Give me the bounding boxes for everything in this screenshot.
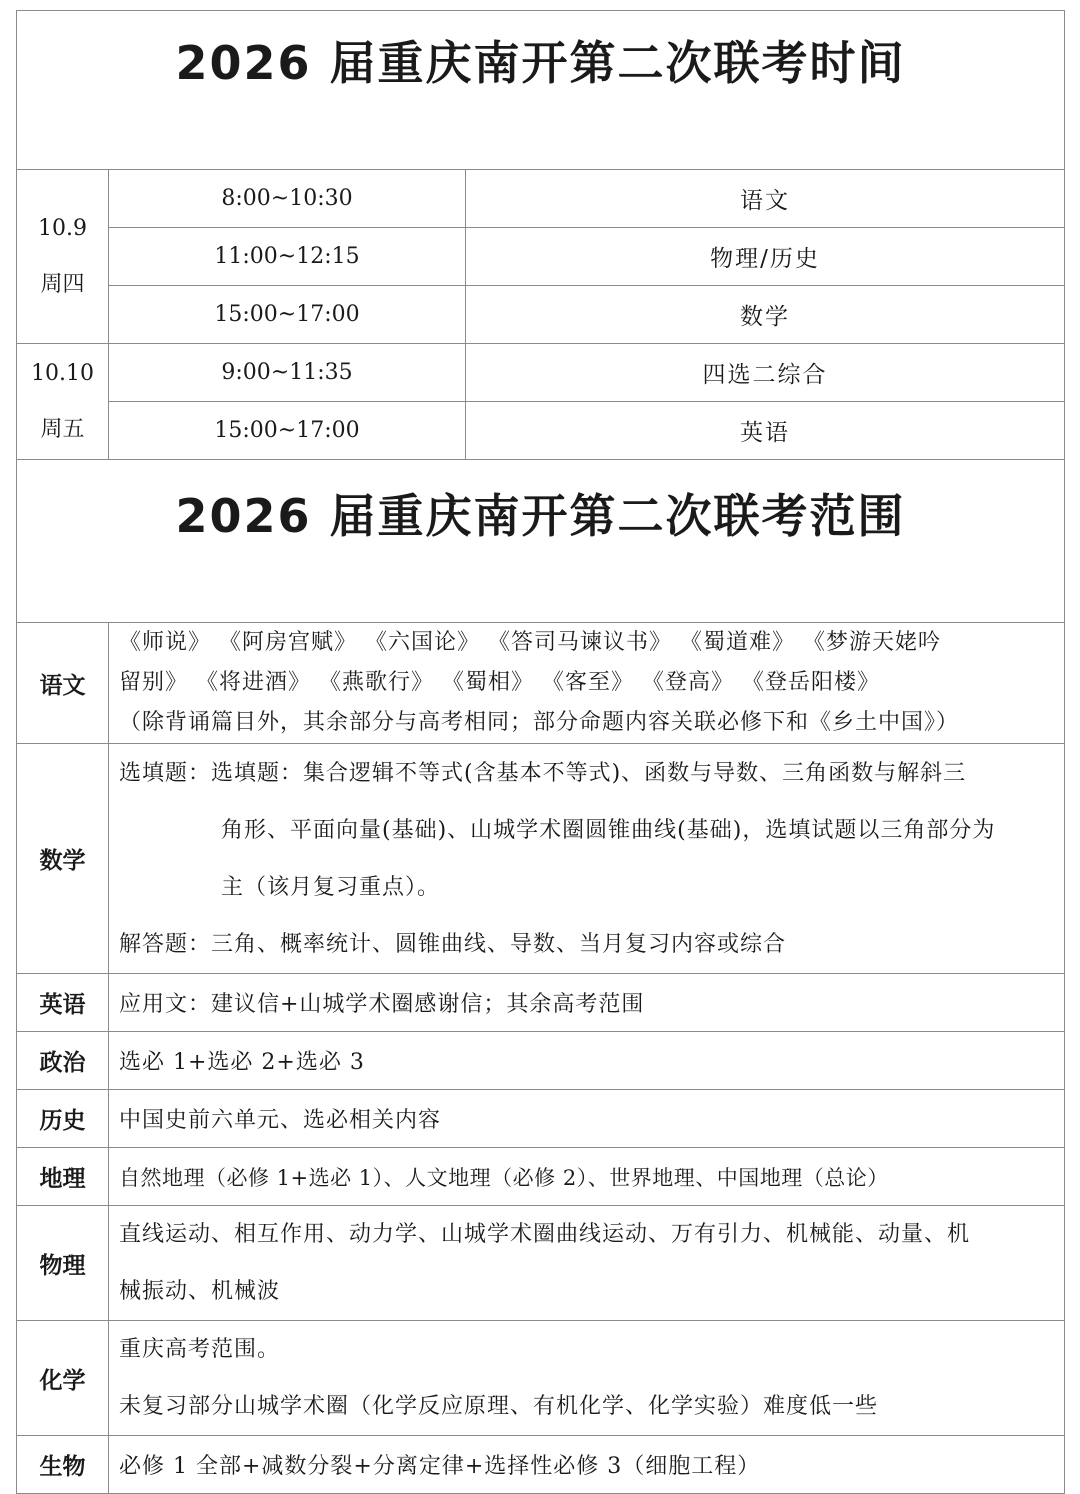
scope-content [109,1148,1065,1206]
scope-row-chinese [17,623,1065,744]
scope-line: 选填题：选填题：集合逻辑不等式(含基本不等式)、函数与导数、三角函数与解斜三 [119,760,967,786]
time-cell: 8:00~10:30 [109,170,466,228]
exam-document [16,10,1064,1494]
scope-row-history [17,1090,1065,1148]
scope-content [109,1032,1065,1090]
date-cell [17,170,109,344]
scope-line: 自然地理（必修 1+选必 1）、人文地理（必修 2）、世界地理、中国地理（总论） [119,1165,889,1190]
subject-label: 政治 [17,1032,109,1090]
weekday-label: 周四 [40,271,85,297]
date-label: 10.10 [31,360,94,386]
scope-line: 未复习部分山城学术圈（化学反应原理、有机化学、化学实验）难度低一些 [119,1394,879,1419]
schedule-row [17,228,1065,286]
scope-content [109,974,1065,1032]
scope-line: 重庆高考范围。 [119,1337,281,1362]
scope-line: 直线运动、相互作用、动力学、山城学术圈曲线运动、万有引力、机械能、动量、机 [119,1222,971,1247]
schedule-row [17,402,1065,460]
scope-content [109,623,1065,744]
scope-line: 主（该月复习重点）。 [221,874,441,900]
subject-label: 生物 [17,1436,109,1494]
scope-content [109,1321,1065,1436]
exam-table [16,10,1065,1494]
subject-label: 地理 [17,1148,109,1206]
scope-row-geography [17,1148,1065,1206]
date-cell [17,344,109,460]
scope-line: 角形、平面向量(基础)、山城学术圈圆锥曲线(基础)，选填试题以三角部分为 [221,817,996,843]
scope-content [109,744,1065,974]
schedule-title: 2026 届重庆南开第二次联考时间 [17,11,1065,170]
subject-label: 化学 [17,1321,109,1436]
schedule-row [17,286,1065,344]
date-label: 10.9 [38,215,87,241]
scope-row-physics [17,1206,1065,1321]
time-cell: 11:00~12:15 [109,228,466,286]
subject-cell: 语文 [466,170,1065,228]
scope-line: 《师说》 《阿房宫赋》 《六国论》 《答司马谏议书》 《蜀道难》 《梦游天姥吟 [119,630,941,655]
scope-content [109,1436,1065,1494]
subject-label: 语文 [17,623,109,744]
scope-line: 解答题：三角、概率统计、圆锥曲线、导数、当月复习内容或综合 [119,931,787,957]
scope-row-english [17,974,1065,1032]
scope-row-math [17,744,1065,974]
scope-row-chemistry [17,1321,1065,1436]
time-cell: 15:00~17:00 [109,286,466,344]
scope-row-politics [17,1032,1065,1090]
subject-cell: 四选二综合 [466,344,1065,402]
subject-label: 英语 [17,974,109,1032]
scope-line: 械振动、机械波 [119,1279,281,1304]
scope-content [109,1090,1065,1148]
scope-line: 必修 1 全部+减数分裂+分离定律+选择性必修 3（细胞工程） [119,1454,761,1479]
scope-title: 2026 届重庆南开第二次联考范围 [17,460,1065,623]
subject-label: 数学 [17,744,109,974]
weekday-label: 周五 [40,416,85,442]
scope-line: 应用文：建议信+山城学术圈感谢信；其余高考范围 [119,992,645,1017]
scope-row-biology [17,1436,1065,1494]
time-cell: 9:00~11:35 [109,344,466,402]
scope-line: 留别》 《将进酒》 《燕歌行》 《蜀相》 《客至》 《登高》 《登岳阳楼》 [119,670,880,695]
subject-cell: 物理/历史 [466,228,1065,286]
scope-content [109,1206,1065,1321]
scope-line: 中国史前六单元、选必相关内容 [119,1108,442,1133]
schedule-row [17,344,1065,402]
subject-cell: 数学 [466,286,1065,344]
scope-line: （除背诵篇目外，其余部分与高考相同；部分命题内容关联必修下和《乡土中国》） [119,710,960,735]
subject-cell: 英语 [466,402,1065,460]
time-cell: 15:00~17:00 [109,402,466,460]
subject-label: 历史 [17,1090,109,1148]
schedule-row [17,170,1065,228]
scope-line: 选必 1+选必 2+选必 3 [119,1050,365,1075]
subject-label: 物理 [17,1206,109,1321]
